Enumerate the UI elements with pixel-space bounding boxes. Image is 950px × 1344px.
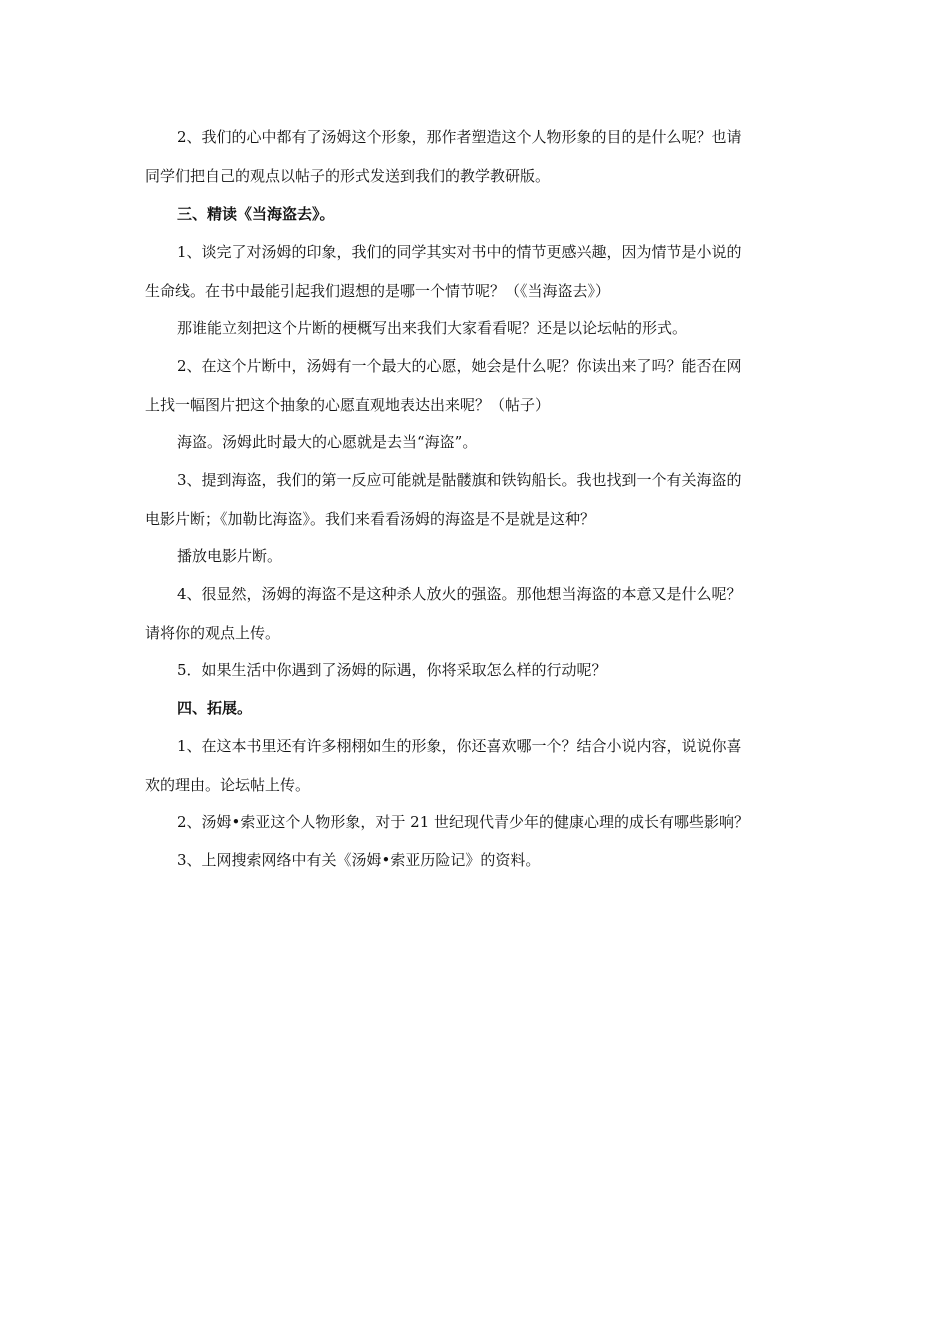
paragraph-line: 播放电影片断。 bbox=[177, 547, 283, 565]
paragraph-line: 2、在这个片断中，汤姆有一个最大的心愿，她会是什么呢？你读出来了吗？能否在网 bbox=[177, 357, 742, 375]
paragraph-line: 请将你的观点上传。 bbox=[145, 624, 281, 642]
paragraph-line: 3、上网搜索网络中有关《汤姆•索亚历险记》的资料。 bbox=[177, 851, 541, 869]
paragraph-line: 5．如果生活中你遇到了汤姆的际遇，你将采取怎么样的行动呢？ bbox=[177, 661, 607, 679]
paragraph-line: 2、汤姆•索亚这个人物形象，对于 21 世纪现代青少年的健康心理的成长有哪些影响？ bbox=[177, 813, 750, 831]
paragraph-line: 1、在这本书里还有许多栩栩如生的形象，你还喜欢哪一个？结合小说内容，说说你喜 bbox=[177, 737, 742, 755]
paragraph-line: 电影片断；《加勒比海盗》。我们来看看汤姆的海盗是不是就是这种？ bbox=[145, 510, 596, 528]
paragraph-line: 1、谈完了对汤姆的印象，我们的同学其实对书中的情节更感兴趣，因为情节是小说的 bbox=[177, 243, 742, 261]
section-heading: 四、拓展。 bbox=[177, 699, 253, 717]
section-heading: 三、精读《当海盗去》。 bbox=[177, 205, 335, 223]
paragraph-line: 3、提到海盗，我们的第一反应可能就是骷髅旗和铁钩船长。我也找到一个有关海盗的 bbox=[177, 471, 742, 489]
paragraph-line: 那谁能立刻把这个片断的梗概写出来我们大家看看呢？还是以论坛帖的形式。 bbox=[177, 319, 688, 337]
paragraph-line: 欢的理由。论坛帖上传。 bbox=[145, 776, 311, 794]
paragraph-line: 同学们把自己的观点以帖子的形式发送到我们的教学教研版。 bbox=[145, 167, 551, 185]
paragraph-line: 上找一幅图片把这个抽象的心愿直观地表达出来呢？（帖子） bbox=[145, 396, 551, 414]
paragraph-line: 2、我们的心中都有了汤姆这个形象，那作者塑造这个人物形象的目的是什么呢？也请 bbox=[177, 128, 742, 146]
paragraph-line: 海盗。汤姆此时最大的心愿就是去当“海盗”。 bbox=[177, 433, 478, 451]
paragraph-line: 4、很显然，汤姆的海盗不是这种杀人放火的强盗。那他想当海盗的本意又是什么呢？ bbox=[177, 585, 742, 603]
paragraph-line: 生命线。在书中最能引起我们遐想的是哪一个情节呢？（《当海盗去》） bbox=[145, 282, 611, 300]
